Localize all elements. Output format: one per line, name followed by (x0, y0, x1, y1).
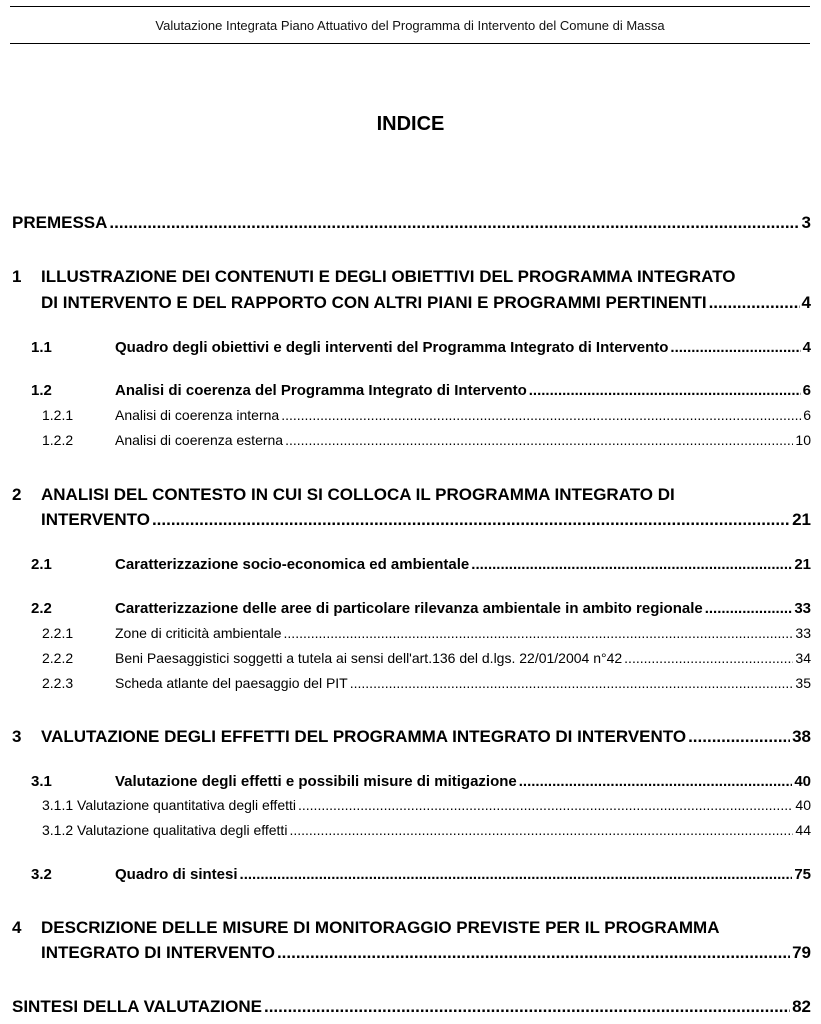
dot-leader (284, 625, 794, 641)
dot-leader (281, 407, 801, 423)
toc-page-number: 82 (792, 997, 811, 1016)
toc-entry-sintesi[interactable] (12, 997, 811, 1017)
dot-leader (289, 822, 793, 838)
dot-leader (670, 339, 800, 356)
toc-page-number: 21 (792, 510, 811, 529)
toc-entry-3-2[interactable] (31, 866, 811, 883)
toc-entry-1-2[interactable] (31, 382, 811, 399)
toc-entry-text: Analisi di coerenza interna (115, 407, 280, 423)
toc-chapter-number: 4 (12, 918, 22, 937)
page-title: INDICE (376, 113, 445, 135)
dot-leader (709, 293, 800, 313)
toc-subsection-number: 1.2.2 (42, 432, 74, 448)
toc-entry-text: INTEGRATO DI INTERVENTO (41, 943, 275, 962)
toc-entry-ch3[interactable] (12, 727, 811, 747)
toc-entry-text: 3.1.2 Valutazione qualitativa degli effetti (42, 822, 288, 838)
toc-entry-text: 3.1.1 Valutazione quantitativa degli effetti (42, 797, 296, 813)
dot-leader (624, 650, 793, 666)
toc-entry-text: VALUTAZIONE DEGLI EFFETTI DEL PROGRAMMA INTEGRATO DI INTERVENTO (41, 727, 687, 746)
toc-entry-text: Beni Paesaggistici soggetti a tutela ai sensi dell'art.136 del d.lgs. 22/01/2004 n°42 (115, 650, 623, 666)
toc-entry-text: Quadro di sintesi (115, 866, 238, 883)
toc-page-number: 3 (801, 213, 811, 232)
toc-entry-2-2[interactable] (31, 600, 811, 617)
toc-entry-1-2-1[interactable] (42, 407, 811, 423)
dot-leader (285, 432, 793, 448)
toc-subsection-number: 2.2.2 (42, 650, 74, 666)
toc-section-number: 3.2 (31, 866, 52, 883)
toc-entry-premessa[interactable] (12, 213, 811, 233)
toc-page-number: 40 (794, 773, 811, 790)
dot-leader (705, 600, 793, 617)
toc-entry-2-2-3[interactable] (42, 675, 811, 691)
toc-page-number: 33 (794, 600, 811, 617)
dot-leader (152, 510, 790, 530)
toc-entry-text[interactable]: ILLUSTRAZIONE DEI CONTENUTI E DEGLI OBIETTIVI DEL PROGRAMMA INTEGRATO (41, 267, 736, 286)
toc-entry-text: Quadro degli obiettivi e degli interventi del Programma Integrato di Intervento (115, 339, 669, 356)
toc-page-number: 6 (803, 407, 811, 423)
toc-entry-2-2-1[interactable] (42, 625, 811, 641)
dot-leader (277, 943, 790, 963)
toc-entry-3-1[interactable] (31, 773, 811, 790)
toc-subsection-number: 2.2.3 (42, 675, 74, 691)
toc-page-number: 21 (794, 556, 811, 573)
toc-page-number: 40 (795, 797, 811, 813)
running-header: Valutazione Integrata Piano Attuativo del Programma di Intervento del Comune di Massa (10, 6, 810, 44)
toc-page-number: 33 (795, 625, 811, 641)
toc-entry-text[interactable]: ANALISI DEL CONTESTO IN CUI SI COLLOCA IL PROGRAMMA INTEGRATO DI (41, 485, 675, 504)
toc-entry-text: Analisi di coerenza esterna (115, 432, 284, 448)
dot-leader (688, 727, 790, 747)
toc-entry-1-2-2[interactable] (42, 432, 811, 448)
toc-page-number: 4 (801, 293, 811, 312)
toc-chapter-number: 2 (12, 485, 22, 504)
toc-page-number: 75 (794, 866, 811, 883)
toc-subsection-number: 1.2.1 (42, 407, 74, 423)
toc-entry-3-1-1[interactable] (42, 797, 811, 813)
dot-leader (240, 866, 793, 883)
toc-entry-text: Caratterizzazione delle aree di particolare rilevanza ambientale in ambito regionale (115, 600, 703, 617)
toc-entry-text[interactable]: DESCRIZIONE DELLE MISURE DI MONITORAGGIO PREVISTE PER IL PROGRAMMA (41, 918, 720, 937)
toc-chapter-number: 3 (12, 727, 22, 746)
toc-entry-ch1[interactable] (41, 293, 811, 313)
toc-section-number: 2.2 (31, 600, 52, 617)
toc-entry-text: Caratterizzazione socio-economica ed ambientale (115, 556, 470, 573)
toc-entry-text: Scheda atlante del paesaggio del PIT (115, 675, 348, 691)
toc-entry-ch2[interactable] (41, 510, 811, 530)
toc-entry-text: Analisi di coerenza del Programma Integrato di Intervento (115, 382, 527, 399)
toc-entry-text: INTERVENTO (41, 510, 150, 529)
toc-entry-2-1[interactable] (31, 556, 811, 573)
toc-page-number: 6 (802, 382, 811, 399)
dot-leader (519, 773, 793, 790)
dot-leader (298, 797, 793, 813)
toc-section-number: 3.1 (31, 773, 52, 790)
dot-leader (109, 213, 799, 233)
toc-chapter-number: 1 (12, 267, 22, 286)
toc-page-number: 44 (795, 822, 811, 838)
dot-leader (471, 556, 792, 573)
dot-leader (264, 997, 790, 1017)
toc-entry-1-1[interactable] (31, 339, 811, 356)
toc-entry-text: PREMESSA (12, 213, 108, 232)
toc-page-number: 38 (792, 727, 811, 746)
toc-page-number: 35 (795, 675, 811, 691)
toc-section-number: 2.1 (31, 556, 52, 573)
toc-entry-text: DI INTERVENTO E DEL RAPPORTO CON ALTRI PIANI E PROGRAMMI PERTINENTI (41, 293, 707, 312)
toc-entry-text: SINTESI DELLA VALUTAZIONE (12, 997, 262, 1016)
toc-entry-ch4[interactable] (41, 943, 811, 963)
toc-page-number: 10 (795, 432, 811, 448)
toc-entry-text: Zone di criticità ambientale (115, 625, 282, 641)
toc-entry-3-1-2[interactable] (42, 822, 811, 838)
dot-leader (529, 382, 801, 399)
dot-leader (350, 675, 794, 691)
toc-section-number: 1.1 (31, 339, 52, 356)
toc-entry-2-2-2[interactable] (42, 650, 811, 666)
toc-section-number: 1.2 (31, 382, 52, 399)
toc-entry-text: Valutazione degli effetti e possibili misure di mitigazione (115, 773, 517, 790)
toc-subsection-number: 2.2.1 (42, 625, 74, 641)
toc-page-number: 79 (792, 943, 811, 962)
toc-page-number: 4 (802, 339, 811, 356)
toc-page-number: 34 (795, 650, 811, 666)
